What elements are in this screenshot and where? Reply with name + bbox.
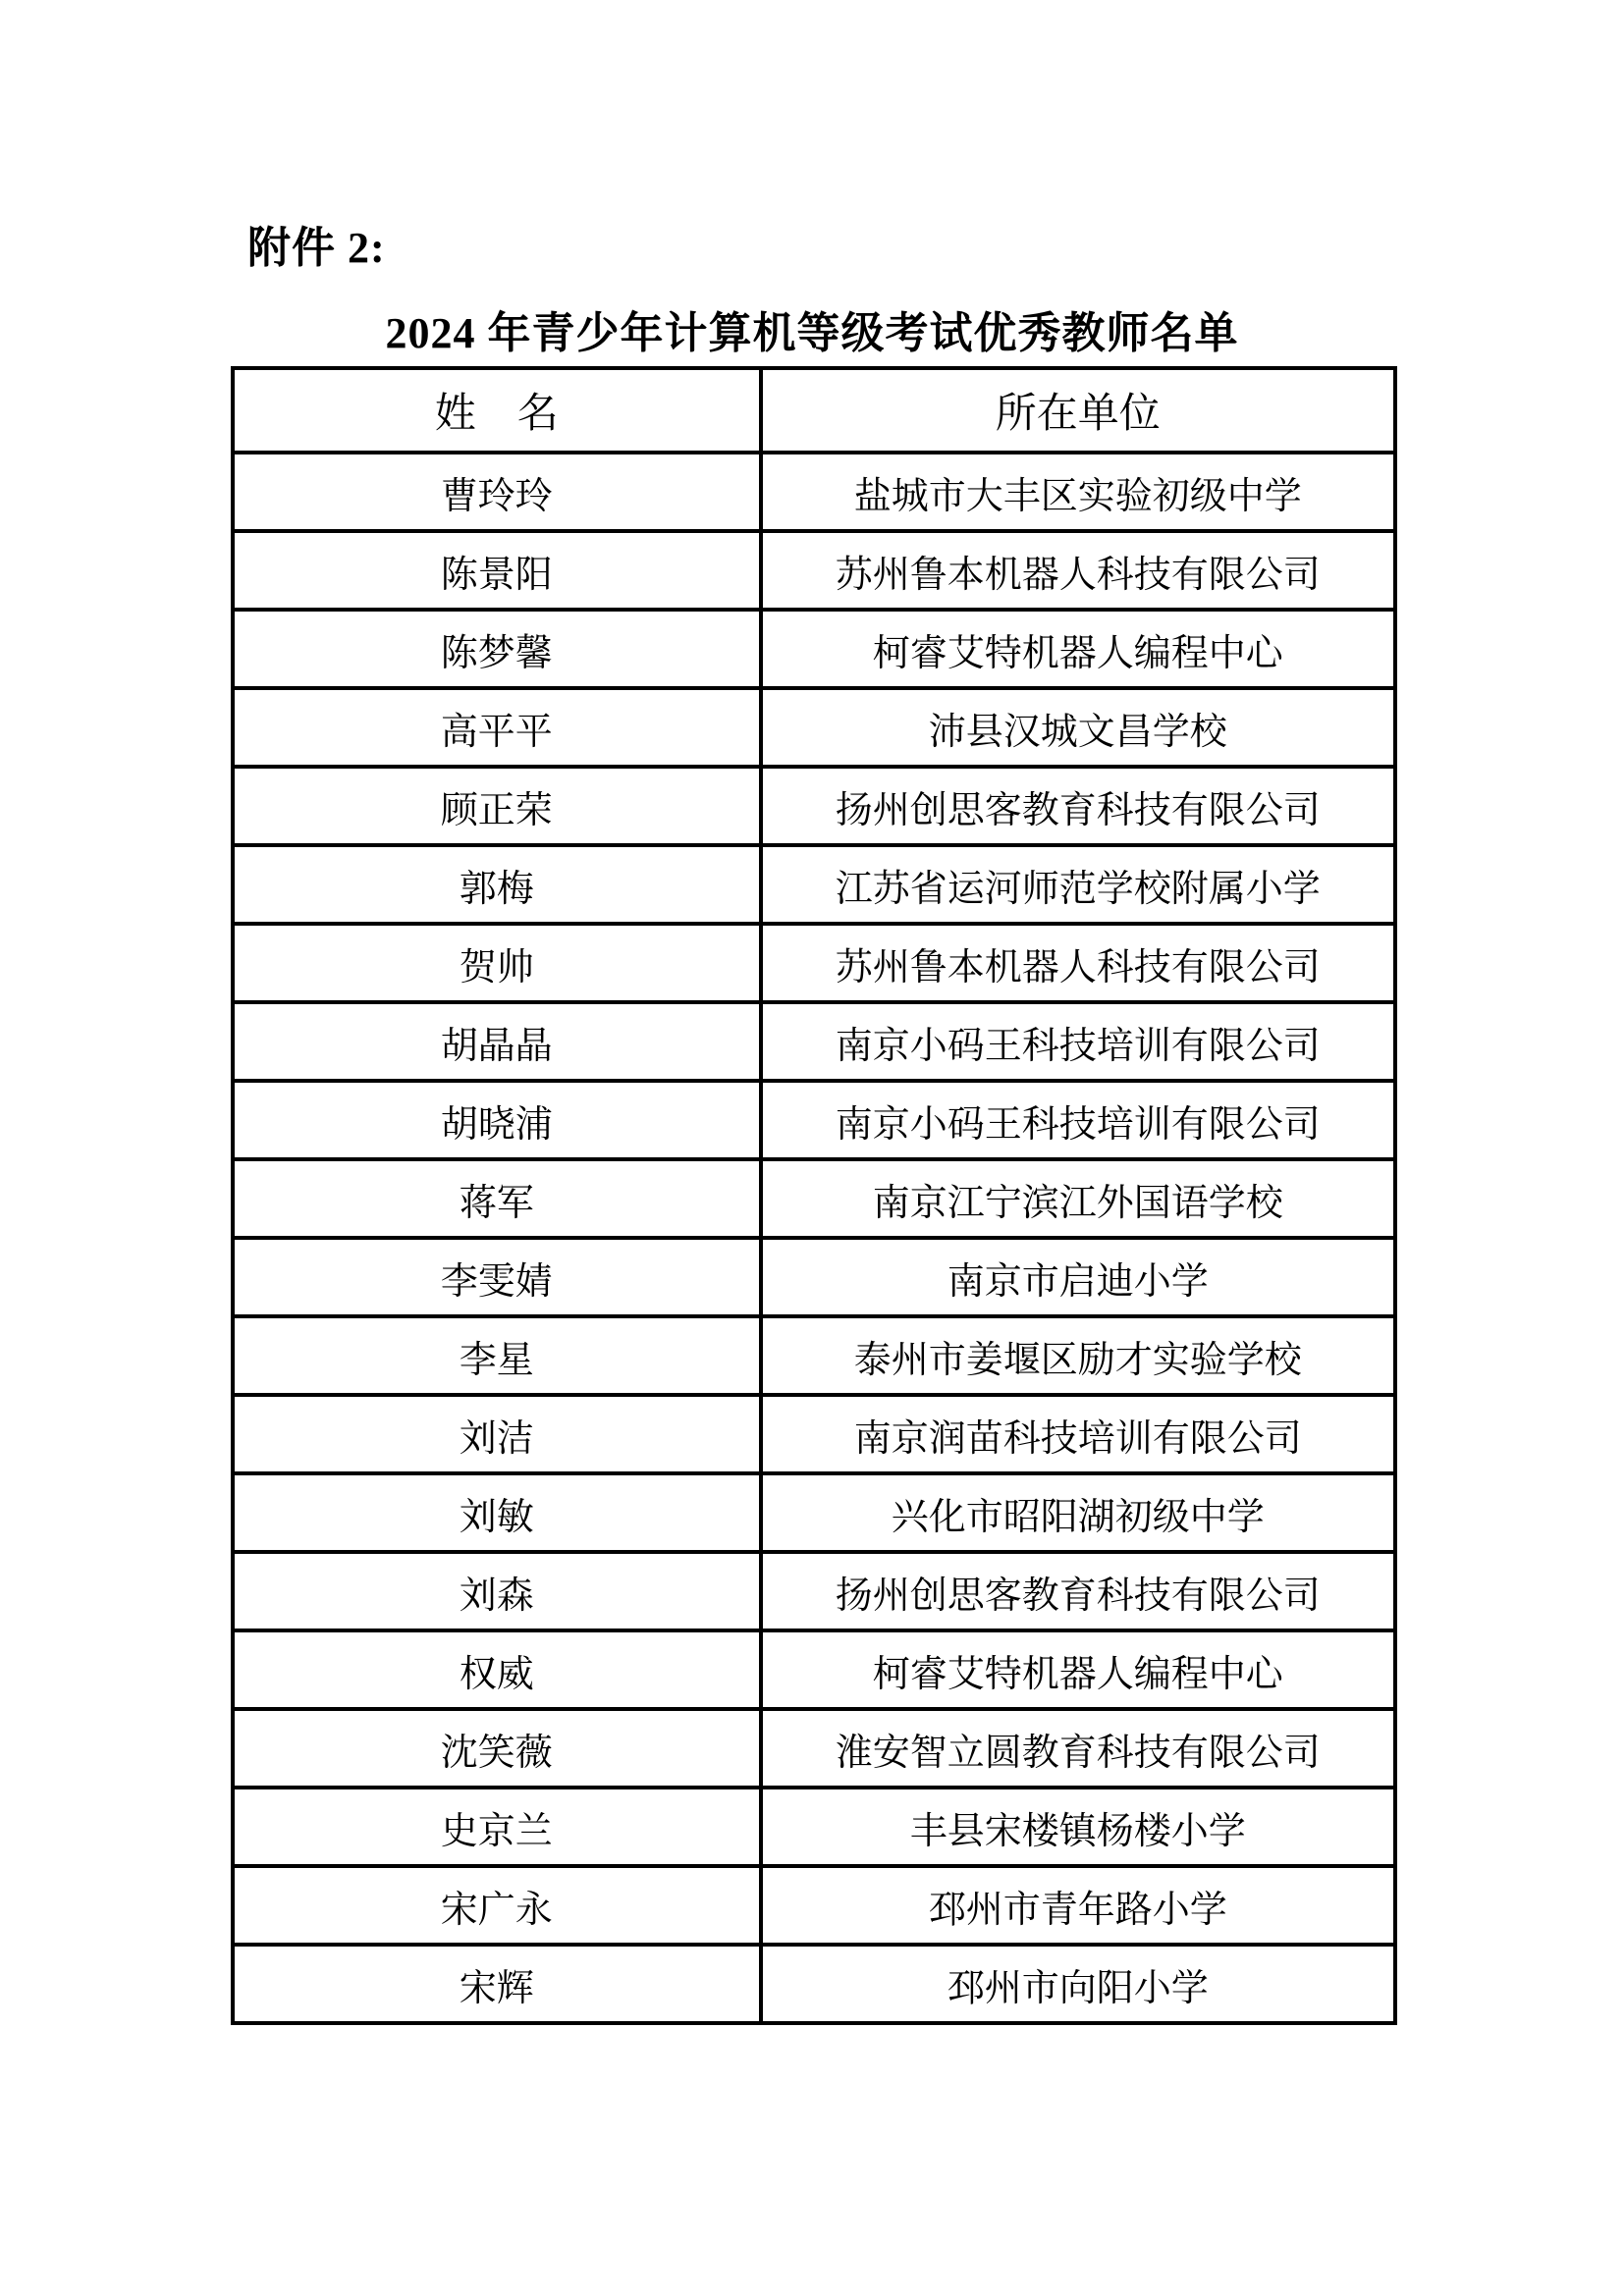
teacher-unit-cell: 柯睿艾特机器人编程中心	[761, 610, 1395, 688]
teacher-name-cell: 宋广永	[233, 1866, 761, 1945]
teacher-unit-cell: 南京小码王科技培训有限公司	[761, 1002, 1395, 1081]
teacher-unit-cell: 苏州鲁本机器人科技有限公司	[761, 531, 1395, 610]
teacher-name-cell: 胡晓浦	[233, 1081, 761, 1159]
table-row	[233, 1709, 1395, 1788]
teacher-name-cell: 史京兰	[233, 1788, 761, 1866]
teacher-unit-cell: 苏州鲁本机器人科技有限公司	[761, 924, 1395, 1002]
teacher-name-cell: 陈景阳	[233, 531, 761, 610]
table-row	[233, 1473, 1395, 1552]
teacher-name-cell: 李雯婧	[233, 1238, 761, 1316]
teacher-name-cell: 顾正荣	[233, 767, 761, 845]
table-row	[233, 1081, 1395, 1159]
table-header-row	[233, 368, 1395, 453]
teacher-unit-cell: 丰县宋楼镇杨楼小学	[761, 1788, 1395, 1866]
table-row	[233, 453, 1395, 531]
teacher-unit-cell: 柯睿艾特机器人编程中心	[761, 1630, 1395, 1709]
teacher-name-cell: 权威	[233, 1630, 761, 1709]
teacher-name-cell: 郭梅	[233, 845, 761, 924]
teacher-name-cell: 胡晶晶	[233, 1002, 761, 1081]
teacher-unit-cell: 兴化市昭阳湖初级中学	[761, 1473, 1395, 1552]
table-row	[233, 1159, 1395, 1238]
teacher-table-body	[233, 453, 1395, 2023]
table-row	[233, 610, 1395, 688]
page-title: 2024 年青少年计算机等级考试优秀教师名单	[385, 309, 1239, 357]
teacher-unit-cell: 淮安智立圆教育科技有限公司	[761, 1709, 1395, 1788]
table-row	[233, 531, 1395, 610]
teacher-unit-cell: 南京小码王科技培训有限公司	[761, 1081, 1395, 1159]
teacher-unit-cell: 扬州创思客教育科技有限公司	[761, 1552, 1395, 1630]
table-row	[233, 1630, 1395, 1709]
table-row	[233, 1788, 1395, 1866]
table-row	[233, 1866, 1395, 1945]
teacher-name-cell: 沈笑薇	[233, 1709, 761, 1788]
teacher-name-cell: 陈梦馨	[233, 610, 761, 688]
table-row	[233, 1395, 1395, 1473]
name-column-header: 姓 名	[233, 368, 761, 453]
teacher-unit-cell: 盐城市大丰区实验初级中学	[761, 453, 1395, 531]
table-row	[233, 1552, 1395, 1630]
teacher-unit-cell: 泰州市姜堰区励才实验学校	[761, 1316, 1395, 1395]
teacher-name-cell: 贺帅	[233, 924, 761, 1002]
table-row	[233, 688, 1395, 767]
teacher-unit-cell: 南京江宁滨江外国语学校	[761, 1159, 1395, 1238]
teacher-unit-cell: 南京润苗科技培训有限公司	[761, 1395, 1395, 1473]
table-row	[233, 1002, 1395, 1081]
teacher-name-cell: 曹玲玲	[233, 453, 761, 531]
teacher-unit-cell: 南京市启迪小学	[761, 1238, 1395, 1316]
table-row	[233, 767, 1395, 845]
table-row	[233, 924, 1395, 1002]
table-row	[233, 1945, 1395, 2023]
teacher-table	[231, 366, 1397, 2025]
attachment-label: 附件 2:	[247, 224, 386, 272]
teacher-name-cell: 高平平	[233, 688, 761, 767]
teacher-unit-cell: 邳州市向阳小学	[761, 1945, 1395, 2023]
teacher-name-cell: 刘森	[233, 1552, 761, 1630]
teacher-unit-cell: 邳州市青年路小学	[761, 1866, 1395, 1945]
table-row	[233, 1316, 1395, 1395]
teacher-name-cell: 宋辉	[233, 1945, 761, 2023]
teacher-unit-cell: 扬州创思客教育科技有限公司	[761, 767, 1395, 845]
teacher-name-cell: 刘敏	[233, 1473, 761, 1552]
teacher-name-cell: 李星	[233, 1316, 761, 1395]
unit-column-header: 所在单位	[761, 368, 1395, 453]
teacher-unit-cell: 沛县汉城文昌学校	[761, 688, 1395, 767]
teacher-name-cell: 蒋军	[233, 1159, 761, 1238]
teacher-unit-cell: 江苏省运河师范学校附属小学	[761, 845, 1395, 924]
teacher-name-cell: 刘洁	[233, 1395, 761, 1473]
table-row	[233, 845, 1395, 924]
table-row	[233, 1238, 1395, 1316]
